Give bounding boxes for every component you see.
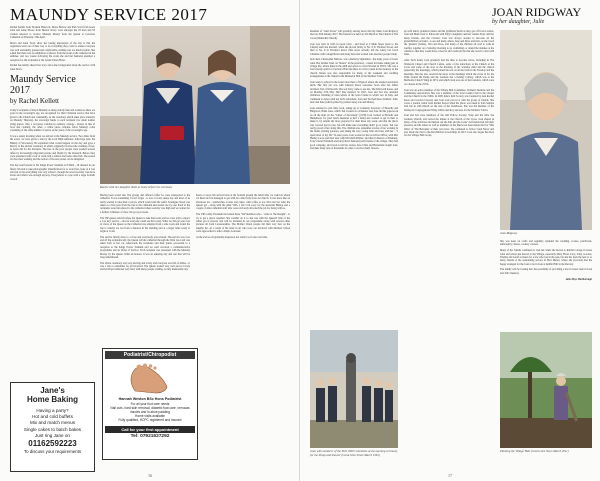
story-paragraph: She was keen on crafts and regularly attended the wedding, scones, patchwork, embroidery classes, cookery courses. — [500, 240, 592, 247]
ad-line: Just ring Jane on — [35, 432, 70, 438]
portrait-photo — [500, 30, 592, 230]
podiatry-line: Nail cuts, hard skin removal, diabetic foot care, verrucas — [110, 405, 190, 410]
right-page — [300, 0, 600, 481]
right-column-3 — [500, 240, 592, 283]
photo-caption: Rachel with her daughter Ruth at home before the ceremony — [100, 185, 173, 189]
photo-image — [500, 30, 592, 230]
podiatry-line: insoles and in-shoe padding — [130, 410, 170, 414]
intro-paragraph: Rachel has kindly shared her story and some background about the service with Glen News: — [10, 64, 95, 71]
intro-paragraph: Moira and Glen Town show her lasting impression of the day is that the organizers went out of their way to do everything they could to ensure everyone was well and kindly greeted and comfortable, nothing was too much trouble. She added that there was an exhibition of photos from the event at the cathedral in the summer, and two weeks following the event she and her husband attended a reception for the recipients at the Grand Union Hotel. — [10, 41, 95, 62]
photo-caption: Joan Ridgway — [500, 231, 518, 235]
page-number: 16 — [148, 473, 152, 478]
ad-line: Having a party? — [36, 408, 69, 413]
story-paragraph: The family will be looking into the possibility of providing a tree in Great Glen in Joan and Ted's memory. — [500, 268, 592, 275]
right-column-1 — [310, 30, 398, 153]
ad-line: Hot and cold buffets — [32, 414, 73, 420]
ad-phone: 01162592223 — [28, 439, 77, 449]
story-paragraph: Joan was an active member of the Village Hall Committee, Women's Institute and the Community Association. She was a member of the local Ladies Club in the Chapel and the Church in the 1960s. In 2000 Julie's Knit Society was founded by Ann Rachel Keon and Gordon Crawley and Joan took part in it with the group of friends. She wrote a journal called from Rachel Kewel when the photo was taken at Sam Sample Jam Inn in 10th March on the side of her farmhouse. She was the member of the Wesleyan Congregational Wing, Jillian and Roy and also for the Mothers' Union. — [404, 88, 494, 112]
podiatry-line: Home visits available — [135, 414, 165, 419]
story-paragraph: The VIP county President had asked those 'VIP members who...' came to 'the thought' - to try to get a photo together. She couldn't do it so she was with the Queen!! One of the ladies got it anyway and will be included in our programme along with several other pictures all from Leicestershire. The Mother Union people did their very best on the lengthy list. As a result of the letter in all who wore our involved with Mothers' Union were approached to talk to Radio Leicester. — [196, 213, 290, 233]
story-paragraph: The day itself started at the Kings Power Stadium at 8.30am - all dressed in our finery. We had to take photographic identification for to avoid fast, none of it was allowed on but everything was very relaxed - though the actual security was more about and others was enough anyway. Everywhere to cope with a large football crowd! — [10, 164, 95, 181]
left-column-1 — [10, 26, 95, 184]
intro-paragraph: Rachel Kellett from Norman Hancock, Moira Barlow and Pam Scott from Great Glen and Anne Moore from Burton Overy were amongst the 93 men and 93 women selected to receive Maundy Money from the Queen at Leicester Cathedral on Thursday 13th April. — [10, 26, 95, 40]
story-paragraph: After Ted's death, Joan gradually had the time to become active, including in The Wesleyan Chapel and Church Centre, some of the attractions at the Church at the Cross and some of the stop as the morning of his wartime child and the church (especially the meetings), which joined the rest on all the trials in the Tuesday and the meetings. She has also received the more at the meetings which she wrote in for the Walk around the Pump and the Gardens but a holiday Library, which was at the Methodist Church Wing in 1974, and which Joan was one of the founders, which were on a house in the 1970s. — [404, 59, 494, 86]
story-paragraph: Resident of "Glen Stores" will probably already know that my mum, Joan Ridgway died on 10th January 2017. Her funeral was held on 3rd March at The Church at The Cross (Methodist Church). — [310, 30, 398, 40]
ad-title: Home Baking — [26, 395, 79, 404]
story-paragraph: Joan and Ted were members of the Old Fellow Society, Soup and the little Tea Gardens Church, and served the dinner at the Church of the Cross. Joan shared in many of the activities and helped out the hall and the Joans' old friends had left their presence and the letters as well as members of the Sherwood Association that for 'This Olive' of 'The Bertrams' of their own lives. We continued to follow 'Glen News' and also made the visit to the Red Ribbon in Gurdings in 2013. Joan also began the diary for the Village Hall Group. — [404, 114, 494, 138]
article-byline: by her daughter, Julie — [492, 19, 545, 25]
story-paragraph: Joan was born in 1925 in Great Glen - and lived at 4 Main Street (next to the Chapel) until she married, when she moved firstly to No. 8 St Thomas's Road, and then to No. 6 St Thomas's Road. (She never actually left the Glen), but loved Christine with a magnificent and many men and women who used her people's help. — [310, 42, 398, 56]
story-paragraph: up with lunch, grandson James and his girlfriend Sarah as they get off from London. Joan and Mum went to Kibworth with Sally's daughters and her 'Auntie Pops' and her many friends, and the Cloister; Joan was always around to decorate all the grandchildren on hand - to see and many others. Jane and Dave and later, as she loved the 'ganders' (Jamie), Vera and Ross, and many of the children all read to walk in Gurfley together on a Saturday morning to go swimming, or attend the matinee at the cinema so that they would have a meal at and could tell me that she loved to visit with Julie. — [404, 30, 494, 57]
story-paragraph: Joan returned to part time work, taking up at Company Secretary of Horsells and Hinglows, Bank Lane, which Ted worked as a Plasterer and Joan did his paperwork on all the mail. In the "winter of discontent" (1978) Joan worked at Horsells and Humphreys for (and Joan's husband at half a mile) and worked to get in then to make it, by returns the more prepared for their three day week, and that the photo was covered just in case, but still make sure everything didn't go to waste. Ted was really proud of her doing this. The children also remember stories of her working in the fields, picking potatoes, and taking the very young John and Jane with her - "I spent most of my life" In later years, Joan worked at the local Post Office, with Mrs Hedley Lucas and then later with Mrs Ruth Palmer, and then in Reeves of Dunburg. Tony's sister Elizabeth and Ian (Chris's husband) and friends of the village. They had good company, and loved to tell her stories. Also Chris and Bernadette taught Joan, and their many tens of thousands in order to receive many flowers. — [310, 106, 399, 150]
ad-line: Mix and match menus — [30, 420, 75, 426]
podiatry-line: Fully qualified, HCPC registered and insured — [118, 418, 182, 423]
podiatry-phone: Tel: 07921527292 — [130, 433, 170, 439]
podiatrist-name: Hannah Weston BSc Hons Podiatrist — [118, 397, 182, 401]
podiatry-cta: Call for your first appointment — [105, 426, 195, 433]
ad-title: Jane's — [40, 386, 65, 395]
photo-image — [310, 330, 398, 448]
ad-footer: To discuss your requirements — [23, 449, 82, 455]
left-column-2 — [100, 194, 190, 274]
article-byline: by Rachel Kellett — [10, 97, 59, 106]
story-paragraph: It was a sunny morning when we arrived at the Maundy service. Two miles from the event, we were given a ride by the Lord High Almoner. John Inge (also the Bishop of Worcester). He explained what would happen on the day and gave a history of the ancient ceremony in which originally involved the washing of feet, as Jesus did for the disciples. The feet of the poor people were washed several times by increasingly important people and finally by the monarch. Before they were presented with a loaf of cloth, half a salmon and some other fish. The reason for the ritual washing and the notion of flowers posies can be imagined. — [10, 135, 96, 162]
photo-image — [100, 26, 290, 184]
podiatry-line: For all your foot care needs — [130, 401, 170, 406]
foot-icon — [105, 361, 195, 395]
ad-line: Single cakes to batch bakes — [23, 426, 82, 432]
story-paragraph: Jack died, Christopher Mellors, was a Railway Signalman - the many years of Great Glen. Her mother Janet on "Renee" in the preferred - coined in homes taking part in village life, where links in the ARP and acted as a first Warden in WW2. She was a born charity spirit for Carlton's Hall and there is a first cousin in her memory in the church. Renee was also responsible for many of the weekend and wedding arrangements at the chapel in the Memorial Hall of the Mothers' Union. — [310, 58, 398, 79]
story-paragraph: Many of her friends continued to visit her when she moved to Rabbit Cottage in Great Glen and where she moved to the Village, especially Mary Hoad, Lucy, Sally, Gordon, Thelma and Geoff as mates for a few who lost in the past, but she has been the best to so many friends at the outstanding service in Holt Manor, where she (Gordon) had the happy arranged for the Joan to be in Joan at Rabbit Hall in the Rectory. — [500, 249, 592, 266]
page-title: MAUNDY SERVICE 2017 — [10, 5, 208, 24]
article-signoff: Julie Hays Marlborough — [565, 277, 592, 281]
story-paragraph: The whole ceremony was very moving and lovely and everyone was full of smiles - it was a day to remember for all involved. The Queen looked very well and so lovely and her Royal Almoner very busy with many people waiting. A truly memorable day. — [100, 261, 190, 272]
story-paragraph: hours or away. We arrived back at the football ground the lunch time we could sit where we liked and we managed to get with two other lady from our church. It was more like an afternoon tea - sandwiches, scones and cakes, with coffee or tea. Nice but not what the Queen got - along with the other VIPs. I felt a bit sorry for the Assistant Bishop and a couple of other cathedral staff who were obviously allocated the job for being with us. — [196, 194, 290, 211]
story-paragraph: The VIP guests arrived before the Queen to take their seats and we were told to expect a 'low key' service - and we everyone could see that today. What we did get were lots of views of the Queen as the Cathedral was emptied from a side room and found the trip to usually are not from a distance in the building and at a larger table ready to begin at 11am. — [100, 216, 190, 233]
podiatry-ad-title: Podiatrist/Chiropodist — [105, 351, 195, 359]
home-baking-ad — [10, 382, 95, 472]
story-paragraph: Joan went to school in the Great Glen then to Wigston where she learned secretarial skills. Her first job was with Johnson Road, Leicester. Soon after her father declined, Ted of Kibworth. Our son Terry came to see me, The Kibworth house, and on Monday 27th May 1947 they married. In 1947, Joan and Ted also attended Wellmore Wedding at Glen where of the Glen Clarke in which two in both, and continued to dance until ten Ted's retirement. Joan and Ted had three children: John, Jane and Julie (which joined by partner Jane), Jan and Diane). — [310, 80, 398, 105]
photo-image — [500, 332, 592, 448]
photo-caption: Planting the Village Hall (Great Glen News March 2011) — [500, 449, 569, 453]
right-column-2 — [404, 30, 494, 140]
story-paragraph: The service finally drew to a close and everybody was relaxed. The service was over and all the recipients left; the Queen left the cathedral through the West door and was taken back to her car. Afterwards the recipients and their guests proceeded to a reception at the Kings Power Stadium and we each received a commemorative programme and an Order of Service. Each recipient was presented with the Maundy Money by the Queen. What an honour. It was an amazing day and one that will be long remembered. — [100, 235, 190, 259]
story-paragraph: Having been sorted into five groups and offered coffee we were transported to the cathedral. It was something I won't forget - it was a lovely sunny day and most of us really wanted to take their coats in, which would ruin the outfit. Southgate Street was taken as a first pass from the bus to the cathedral and seated one by one. Each of the recipients were introduced to the cathedral where security was high and we waited for a further 3 minutes of clear. We got good seats. — [100, 194, 190, 214]
story-paragraph: Today's recipients of Royal Maundy as many elderly men and women as there are years in the sovereign's age, are recognised for their Christian service that have given to the Church and community. At the ceremony which takes place annually on Maundy Thursday, the sovereign hands to each recipient two small leather string purses. One, a red purse contains in ordinary coinage - money in lieu of food and clothing; the other, a white purse contains silver Maundy coins consisting of the same number of pence as the years of the sovereign's age. — [10, 109, 95, 133]
story-paragraph: At the end we all gradually dispersed, not really too in one ever time. — [196, 235, 268, 239]
photo-caption: Joan with members of the Post 1600 Committee at the opening ceremony for the Pump and Shower (Great Glen Street March 1981) — [310, 449, 398, 457]
article-subtitle: Maundy Service 2017 — [10, 74, 76, 97]
article-title: JOAN RIDGWAY — [492, 5, 582, 19]
planting-photo — [500, 332, 592, 448]
podiatrist-ad — [102, 348, 198, 460]
left-column-3 — [196, 194, 290, 242]
page-number: 17 — [448, 473, 452, 478]
ceremony-photo — [100, 26, 290, 184]
committee-photo — [310, 330, 398, 448]
